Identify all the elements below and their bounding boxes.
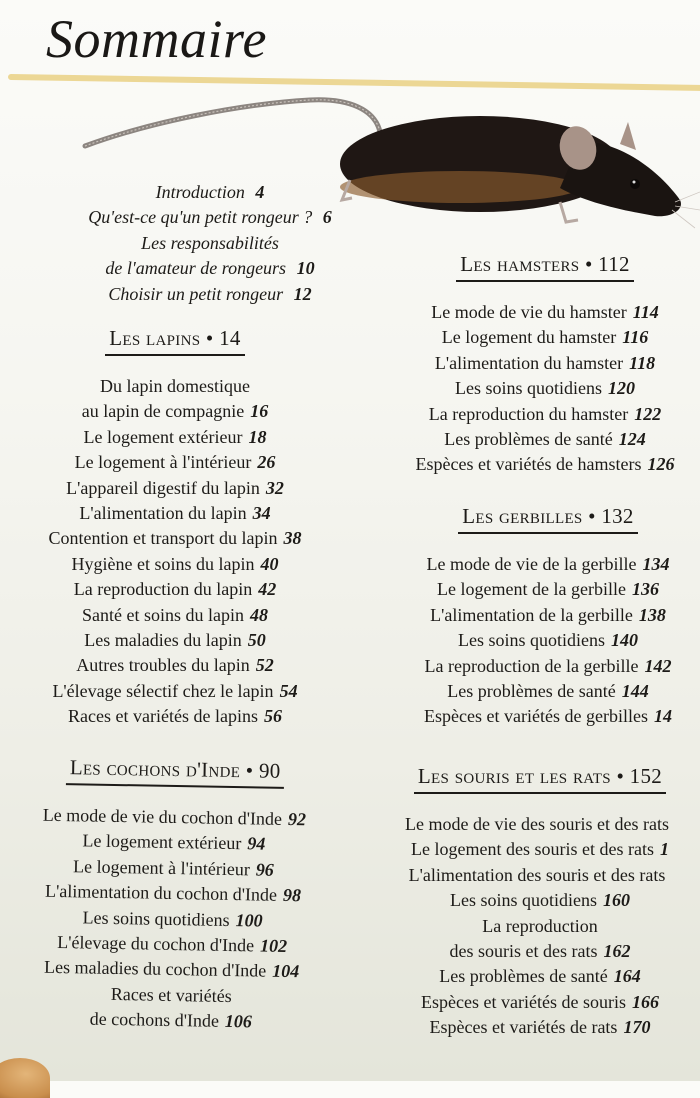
toc-entry[interactable]: L'élevage du cochon d'Inde 102 bbox=[57, 932, 288, 957]
toc-entry[interactable]: Le mode de vie de la gerbille 134 bbox=[426, 554, 670, 574]
toc-entry[interactable]: Les maladies du cochon d'Inde 104 bbox=[43, 957, 300, 982]
toc-entry[interactable]: Les soins quotidiens 160 bbox=[450, 890, 630, 911]
toc-entry[interactable]: de cochons d'Inde 106 bbox=[89, 1008, 253, 1032]
gold-divider-rule bbox=[8, 74, 700, 91]
toc-entry[interactable]: Les maladies du lapin 50 bbox=[84, 630, 266, 651]
toc-entry[interactable]: L'appareil digestif du lapin 32 bbox=[66, 477, 284, 498]
toc-entry[interactable]: Espèces et variétés de souris 166 bbox=[421, 991, 659, 1012]
toc-entry[interactable]: Qu'est-ce qu'un petit rongeur ? 6 bbox=[88, 207, 332, 228]
section-heading-gerbilles[interactable]: Les gerbilles • 132 bbox=[458, 504, 637, 534]
toc-entry[interactable]: Races et variétés de lapins 56 bbox=[68, 706, 282, 727]
toc-entry[interactable]: L'élevage sélectif chez le lapin 54 bbox=[52, 680, 298, 701]
toc-entry[interactable]: des souris et des rats 162 bbox=[449, 941, 631, 962]
toc-entry[interactable]: Le logement du hamster 116 bbox=[441, 327, 649, 348]
toc-entry[interactable]: Hygiène et soins du lapin 40 bbox=[71, 553, 279, 574]
section-heading-lapins[interactable]: Les lapins • 14 bbox=[105, 326, 244, 356]
toc-entry[interactable]: L'alimentation du lapin 34 bbox=[79, 503, 271, 524]
toc-entry[interactable]: L'alimentation du hamster 118 bbox=[434, 352, 656, 373]
section-gerbilles bbox=[388, 504, 700, 730]
toc-entry[interactable]: Autres troubles du lapin 52 bbox=[76, 655, 274, 676]
toc-entry: La reproduction bbox=[482, 915, 598, 936]
toc-entry[interactable]: Santé et soins du lapin 48 bbox=[82, 604, 268, 625]
section-heading-hamsters[interactable]: Les hamsters • 112 bbox=[456, 252, 634, 282]
toc-entry[interactable]: Les problèmes de santé 124 bbox=[444, 429, 646, 450]
toc-entry[interactable]: Les soins quotidiens 100 bbox=[82, 907, 263, 931]
page-title: Sommaire bbox=[46, 9, 267, 69]
toc-entry: Du lapin domestique bbox=[100, 376, 250, 396]
toc-entry[interactable]: La reproduction de la gerbille 142 bbox=[424, 655, 672, 676]
toc-entry[interactable]: Espèces et variétés de hamsters 126 bbox=[415, 454, 675, 475]
toc-entry[interactable]: Espèces et variétés de gerbilles 14 bbox=[424, 706, 672, 727]
toc-entry[interactable]: Le logement à l'intérieur 96 bbox=[72, 856, 274, 880]
toc-entry[interactable]: Le mode de vie du cochon d'Inde 92 bbox=[42, 804, 307, 830]
section-souris-et-rats bbox=[365, 764, 700, 1041]
section-lapins bbox=[10, 326, 340, 730]
toc-entry[interactable]: Le logement de la gerbille 136 bbox=[437, 579, 659, 600]
toc-entry[interactable]: Les soins quotidiens 140 bbox=[458, 630, 638, 651]
toc-entry[interactable]: Espèces et variétés de rats 170 bbox=[429, 1017, 651, 1038]
toc-entry[interactable]: La reproduction du hamster 122 bbox=[428, 403, 662, 424]
toc-entry[interactable]: Le mode de vie du hamster 114 bbox=[431, 302, 659, 322]
toc-entry[interactable]: L'alimentation du cochon d'Inde 98 bbox=[44, 880, 302, 906]
toc-entry[interactable]: Introduction 4 bbox=[155, 182, 265, 202]
toc-entry[interactable]: Le logement des souris et des rats 1 bbox=[411, 839, 669, 860]
toc-entry[interactable]: Le logement extérieur 94 bbox=[82, 830, 266, 855]
toc-entry[interactable]: Le logement extérieur 18 bbox=[83, 426, 267, 447]
toc-entry: Races et variétés bbox=[110, 983, 232, 1006]
toc-entry[interactable]: de l'amateur de rongeurs 10 bbox=[105, 258, 315, 279]
toc-entry[interactable]: Les problèmes de santé 144 bbox=[447, 681, 649, 702]
toc-entry[interactable]: L'alimentation de la gerbille 138 bbox=[430, 604, 666, 625]
toc-entry[interactable]: Contention et transport du lapin 38 bbox=[48, 528, 302, 549]
fingertip-photo-artifact bbox=[0, 1058, 50, 1098]
toc-entry[interactable]: L'alimentation des souris et des rats bbox=[408, 864, 666, 885]
toc-entry[interactable]: Les problèmes de santé 164 bbox=[439, 966, 641, 987]
toc-entry: Les responsabilités bbox=[141, 232, 279, 253]
section-cochons-d-inde bbox=[6, 754, 341, 1036]
toc-entry[interactable]: Le mode de vie des souris et des rats bbox=[405, 814, 669, 834]
toc-entry[interactable]: Le logement à l'intérieur 26 bbox=[74, 452, 276, 473]
section-hamsters bbox=[385, 252, 700, 478]
intro-list bbox=[60, 180, 360, 307]
section-heading-souris-et-rats[interactable]: Les souris et les rats • 152 bbox=[414, 764, 666, 794]
toc-entry[interactable]: Les soins quotidiens 120 bbox=[455, 378, 635, 399]
toc-entry[interactable]: La reproduction du lapin 42 bbox=[73, 579, 277, 600]
toc-entry[interactable]: Choisir un petit rongeur 12 bbox=[108, 283, 312, 304]
section-heading-cochons-d-inde[interactable]: Les cochons d'Inde • 90 bbox=[66, 755, 285, 789]
toc-entry[interactable]: au lapin de compagnie 16 bbox=[81, 401, 269, 422]
